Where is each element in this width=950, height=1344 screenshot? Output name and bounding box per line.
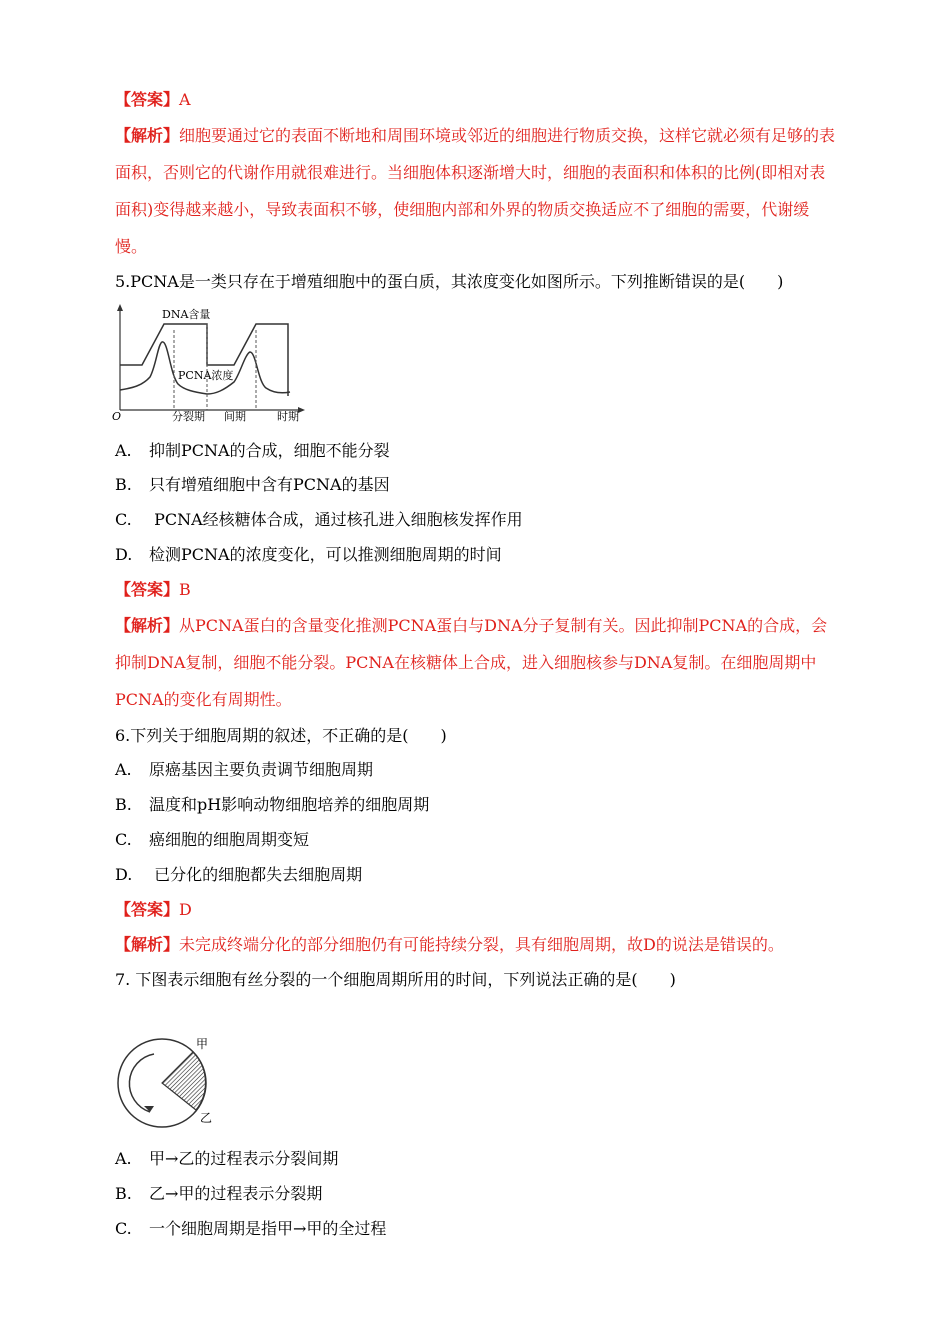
hatched-sector	[162, 1052, 205, 1110]
analysis-tag: 【解析】	[115, 126, 180, 145]
analysis-tag: 【解析】	[115, 616, 180, 635]
q5-option-b	[115, 474, 390, 496]
option-text: PCNA经核糖体合成，通过核孔进入细胞核发挥作用	[149, 510, 523, 529]
option-letter: D.	[115, 545, 133, 564]
option-text: 温度和pH影响动物细胞培养的细胞周期	[149, 795, 430, 814]
q7-option-b	[115, 1183, 322, 1205]
q5-option-c	[115, 509, 523, 531]
origin-label: O	[112, 410, 122, 423]
option-text: 乙→甲的过程表示分裂期	[149, 1184, 323, 1203]
pcna-concentration-curve	[120, 342, 290, 394]
option-letter: A.	[115, 441, 132, 460]
option-letter: B.	[115, 795, 132, 814]
q6-analysis	[115, 934, 784, 956]
q4-analysis	[115, 117, 840, 265]
label-jia: 甲	[196, 1037, 209, 1051]
option-text: 抑制PCNA的合成，细胞不能分裂	[149, 441, 390, 460]
q5-option-a	[115, 440, 390, 462]
answer-value: A	[179, 90, 191, 109]
q6-option-a	[115, 759, 373, 781]
q5-answer-line	[115, 579, 191, 601]
option-letter: C.	[115, 1219, 132, 1238]
option-text: 一个细胞周期是指甲→甲的全过程	[149, 1219, 387, 1238]
option-text: 已分化的细胞都失去细胞周期	[149, 865, 363, 884]
q7-option-c	[115, 1218, 386, 1240]
q6-option-d	[115, 864, 362, 886]
option-text: 检测PCNA的浓度变化，可以推测细胞周期的时间	[149, 545, 502, 564]
answer-tag: 【答案】	[115, 90, 180, 109]
option-letter: C.	[115, 830, 132, 849]
q7-stem: 7. 下图表示细胞有丝分裂的一个细胞周期所用的时间，下列说法正确的是( )	[115, 970, 676, 989]
answer-value: B	[179, 580, 191, 599]
q7-figure	[110, 1034, 225, 1129]
answer-value: D	[179, 900, 192, 919]
option-text: 甲→乙的过程表示分裂间期	[149, 1149, 339, 1168]
q5-analysis	[115, 607, 840, 718]
label-yi: 乙	[200, 1111, 213, 1125]
analysis-text: 细胞要通过它的表面不断地和周围环境或邻近的细胞进行物质交换，这样它就必须有足够的表面积，否则它的代谢作用就很难进行。当细胞体积逐渐增大时，细胞的表面积和体积的比例(即相对表面积)变得越来越小，导致表面积不够，使细胞内部和外界的物质交换适应不了细胞的需要，代谢缓慢。	[115, 126, 836, 256]
option-letter: B.	[115, 1184, 132, 1203]
analysis-text: 未完成终端分化的部分细胞仍有可能持续分裂，具有细胞周期，故D的说法是错误的。	[179, 935, 784, 954]
option-text: 癌细胞的细胞周期变短	[149, 830, 310, 849]
option-letter: A.	[115, 760, 132, 779]
x-label-division: 分裂期	[172, 410, 205, 423]
analysis-tag: 【解析】	[115, 935, 180, 954]
q5-option-d	[115, 544, 502, 566]
option-letter: D.	[115, 865, 133, 884]
answer-tag: 【答案】	[115, 900, 180, 919]
q6-option-b	[115, 794, 429, 816]
direction-arc	[129, 1054, 154, 1112]
option-letter: B.	[115, 475, 132, 494]
q4-answer-line	[115, 89, 191, 111]
pcna-label: PCNA浓度	[178, 369, 234, 382]
dna-label: DNA含量	[162, 308, 211, 321]
x-label-time: 时期	[277, 410, 299, 423]
x-axis-arrow	[298, 407, 305, 413]
x-label-interphase: 间期	[224, 410, 246, 423]
q6-answer-line	[115, 899, 192, 921]
q6-option-c	[115, 829, 309, 851]
option-letter: C.	[115, 510, 132, 529]
option-text: 原癌基因主要负责调节细胞周期	[149, 760, 374, 779]
dna-content-curve	[120, 324, 288, 396]
q7-option-a	[115, 1148, 338, 1170]
option-text: 只有增殖细胞中含有PCNA的基因	[149, 475, 390, 494]
y-axis-arrow	[117, 304, 123, 311]
option-letter: A.	[115, 1149, 132, 1168]
analysis-text: 从PCNA蛋白的含量变化推测PCNA蛋白与DNA分子复制有关。因此抑制PCNA的合成，会抑制DNA复制，细胞不能分裂。PCNA在核糖体上合成，进入细胞核参与DNA复制。在细胞周期中PCNA的变化有周期性。	[115, 616, 828, 709]
q5-stem: 5.PCNA是一类只存在于增殖细胞中的蛋白质，其浓度变化如图所示。下列推断错误的是( )	[115, 272, 784, 291]
q6-stem: 6.下列关于细胞周期的叙述，不正确的是( )	[115, 726, 447, 745]
answer-tag: 【答案】	[115, 580, 180, 599]
q5-figure	[112, 302, 312, 424]
